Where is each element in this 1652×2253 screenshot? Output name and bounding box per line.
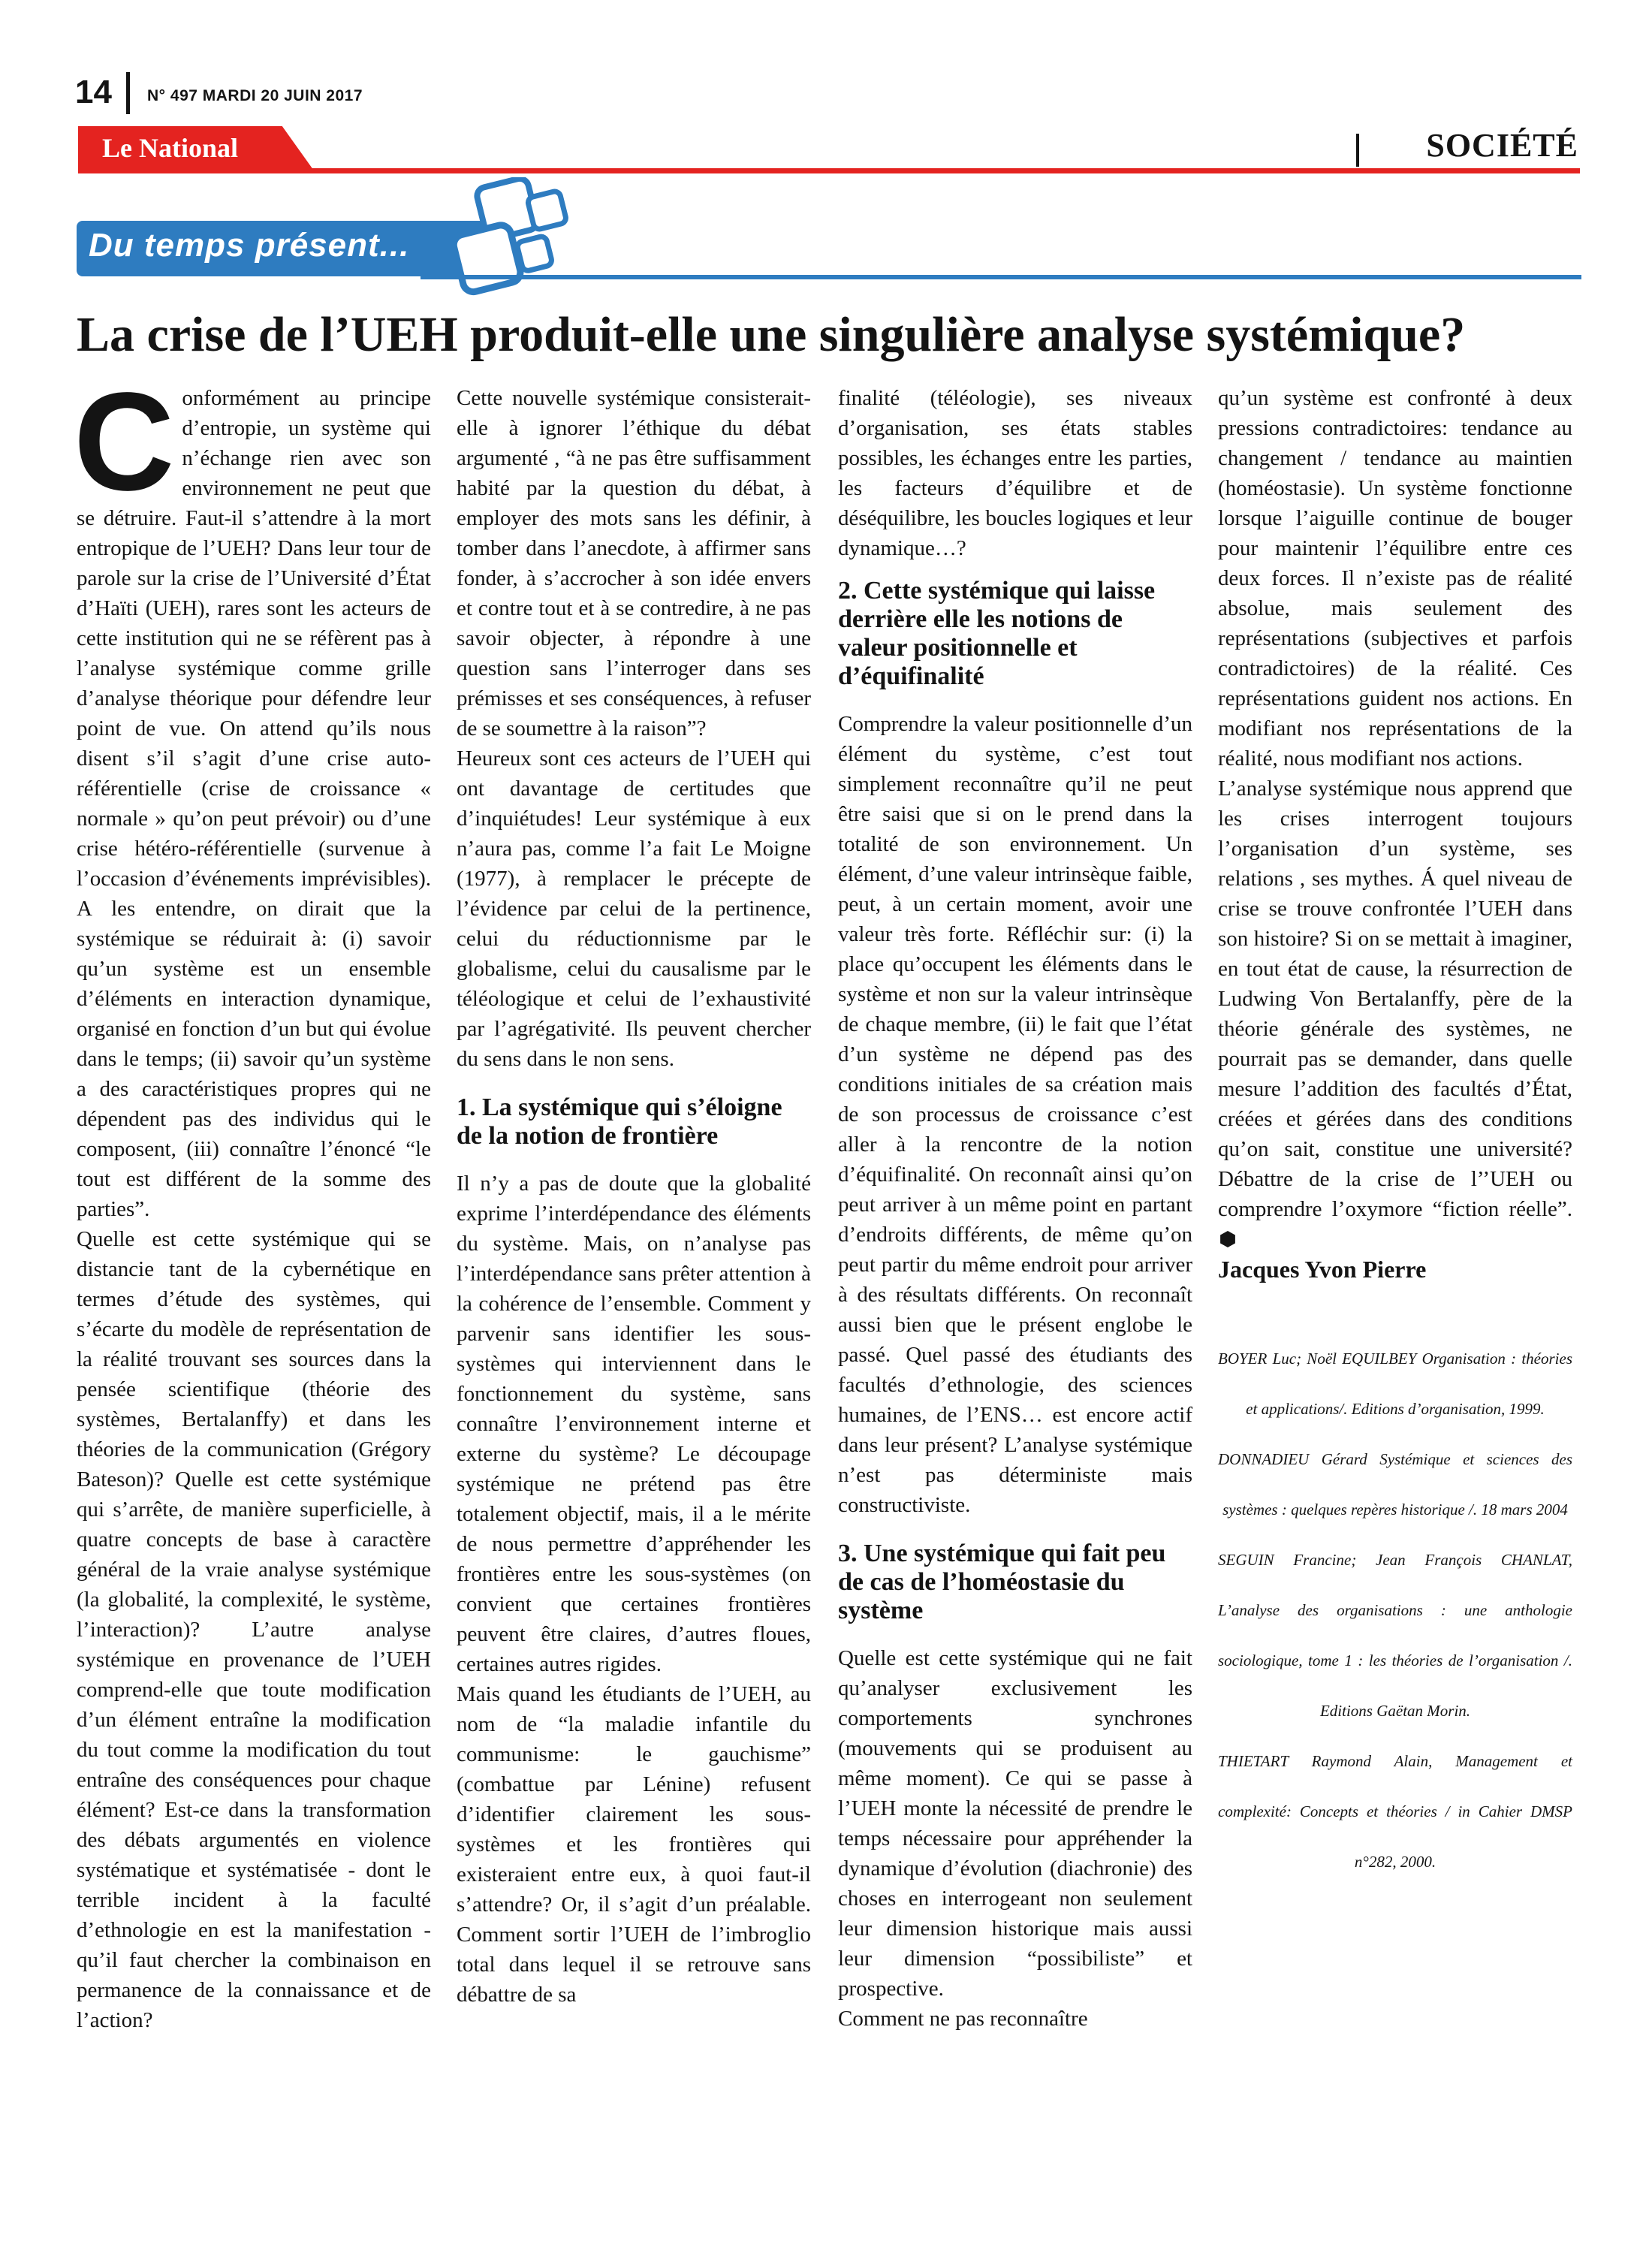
rubric-label: Du temps présent... — [89, 227, 410, 264]
reference-item: SEGUIN Francine; Jean François CHANLAT, L’analyse des organisations : une anthologie sociologique, tome 1 : les théories de l’organisation /. Editions Gaëtan Morin. — [1218, 1551, 1572, 1720]
reference-item: DONNADIEU Gérard Systémique et sciences des systèmes : quelques repères historique /. 18 mars 2004 — [1218, 1450, 1572, 1519]
article-paragraph: Il n’y a pas de doute que la globalité exprime l’interdépendance des éléments du système. Mais, on n’analyse pas l’interdépendance sans prêter attention à la cohérence de l’ensemble. Comment y parvenir sans identifier les sous-systèmes qui interviennent dans le fonctionnement du système, sans connaître l’environnement interne et externe du système? Le découpage systémique ne prétend pas être totalement objectif, mais, il a le mérite de nous permettre d’appréhender les frontières entre les sous-systèmes (on convient que certaines frontières peuvent être claires, d’autres floues, certaines autres rigides. — [457, 1172, 811, 1676]
paragraph-text: onformément au principe d’entropie, un système qui n’échange rien avec son environnement ne peut que se détruire. Faut-il s’attendre à la mort entropique de l’UEH? Dans leur tour de parole sur la crise de l’Université d’État d’Haïti (UEH), rares sont les acteurs de cette institution qui ne se réfèrent pas à l’analyse systémique comme grille d’analyse théorique pour défendre leur point de vue. On attend qu’ils nous disent s’il s’agit d’une crise auto-référentielle (crise de croissance « normale » qu’on peut prévoir) ou d’une crise hétéro-référentielle (survenue à l’occasion d’événements imprévisibles). A les entendre, on dirait que la systémique se réduirait à: (i) savoir qu’un système est un ensemble d’éléments en interaction dynamique, organisé en fonction d’un but qui évolue dans le temps; (ii) savoir qu’un système a des caractéristiques propres qui ne dépendent pas des individus qui le composent, (iii) connaître l’énoncé “le tout est différent de la somme des parties”. — [77, 386, 431, 1221]
section-divider — [1356, 134, 1359, 167]
article-column-2 — [457, 383, 811, 2010]
article-paragraph: Heureux sont ces acteurs de l’UEH qui ont davantage de certitudes que d’inquiétudes! Leur systémique à eux n’aura pas, comme l’a fait Le Moigne (1977), à remplacer le précepte de l’évidence par celui de la pertinence, celui du réductionnisme par le globalisme, celui du causalisme par le téléologique et celui de l’exhaustivité par l’agrégativité. Ils peuvent chercher du sens dans le non sens. — [457, 746, 811, 1071]
issue-date: N° 497 MARDI 20 JUIN 2017 — [147, 87, 363, 104]
subheading-3: 3. Une systémique qui fait peu de cas de l’homéostasie du système — [838, 1540, 1166, 1624]
references — [1218, 1334, 1572, 1887]
article-column-3 — [838, 383, 1192, 2034]
article-paragraph — [74, 364, 431, 1224]
end-mark-icon — [1219, 1231, 1236, 1247]
subheading-2: 2. Cette systémique qui laisse derrière elle les notions de valeur positionnelle et d’équifinalité — [838, 577, 1156, 690]
article-paragraph: Quelle est cette systémique qui ne fait qu’analyser exclusivement les comportements synchrones (mouvements qui se produisent au même moment). Ce qui se passe à l’UEH monte la nécessité de prendre le temps nécessaire pour appréhender la dynamique d’évolution (diachronie) des choses en interrogeant non seulement leur dimension historique mais aussi leur dimension “possibiliste” et prospective. — [838, 1646, 1192, 2001]
article-paragraph: finalité (téléologie), ses niveaux d’organisation, ses états stables possibles, les échanges entre les parties, les facteurs d’équilibre et de déséquilibre, les boucles logiques et leur dynamique…? — [838, 386, 1192, 560]
article-column-1 — [74, 364, 431, 2035]
rubric-rule — [421, 275, 1581, 279]
drop-cap: C — [74, 364, 175, 520]
article-title: La crise de l’UEH produit-elle une singulière analyse systémique? — [77, 307, 1466, 362]
header-rule — [78, 168, 1580, 173]
article-paragraph: Comprendre la valeur positionnelle d’un élément du système, c’est tout simplement reconnaître qu’il ne peut être saisi que si on le prend dans la totalité de son environnement. Un élément, d’une valeur intrinsèque faible, peut, à un certain moment, avoir une valeur très forte. Réfléchir sur: (i) la place qu’occupent les éléments dans le système et non sur la valeur intrinsèque de chaque membre, (ii) le fait que l’état d’un système ne dépend pas des conditions initiales de sa création mais de son processus de croissance c’est aller à la rencontre de la notion d’équifinalité. On reconnaît ainsi qu’on peut arriver à un même point en partant d’endroits différents, de même qu’on peut partir du même endroit pour arriver à des résultats différents. On reconnaît aussi bien que le présent englobe le passé. Quel passé des étudiants des facultés d’ethnologie, des sciences humaines, de l’ENS… est encore actif dans leur présent? L’analyse systémique n’est pas déterministe mais constructiviste. — [838, 712, 1192, 1517]
article-paragraph: Comment ne pas reconnaître — [838, 2007, 1088, 2031]
article-paragraph: Quelle est cette systémique qui se distancie tant de la cybernétique en termes d’étude des systèmes, qui s’écarte du modèle de représentation de la réalité trouvant ses sources dans la pensée scientifique (théorie des systèmes, Bertalanffy) et dans les théories de la communication (Grégory Bateson)? Quelle est cette systémique qui s’arrête, de manière superficielle, à quatre concepts de base à caractère général de la vraie analyse systémique (la globalité, la complexité, le système, l’interaction)? L’autre analyse systémique en provenance de l’UEH comprend-elle que toute modification d’un élément entraîne la modification du tout comme la modification du tout entraîne des conséquences pour chaque élément? Est-ce dans la transformation des débats argumentés en violence systématique et systématisée - dont le terrible incident à la faculté d’ethnologie en est la manifestation - qu’il faut chercher la combinaison en permanence de la connaissance et de l’action? — [77, 1227, 431, 2032]
article-paragraph: qu’un système est confronté à deux pressions contradictoires: tendance au changement / tendance au maintien (homéostasie). Un système fonctionne lorsque l’aiguille continue de bouger pour maintenir l’équilibre entre ces deux forces. Il n’existe pas de réalité absolue, mais seulement des représentations (subjectives et parfois contradictoires) de la réalité. Ces représentations guident nos actions. En modifiant nos représentations de la réalité, nous modifiant nos actions. — [1218, 386, 1572, 771]
rubric-squares-icon — [390, 177, 586, 309]
paragraph-text: L’analyse systémique nous apprend que les crises interrogent toujours l’organisation d’un système, ses relations , ses mythes. Á quel niveau de crise se trouve confrontée l’UEH dans son histoire? Si on se mettait à imaginer, en tout état de cause, la résurrection de Ludwing Von Bertalanffy, père de la théorie générale des systèmes, ne pourrait pas se demander, dans quelle mesure l’addition des facultés d’État, créées et gérées dans des conditions qu’on sait, constitue une université? Débattre de la crise de l’’UEH ou comprendre l’oxymore “fiction réelle”. — [1218, 777, 1572, 1221]
article-paragraph — [1218, 774, 1572, 1254]
reference-item: THIETART Raymond Alain, Management et complexité: Concepts et théories / in Cahier DMSP n°282, 2000. — [1218, 1752, 1572, 1871]
reference-item: BOYER Luc; Noël EQUILBEY Organisation : théories et applications/. Editions d’organisation, 1999. — [1218, 1350, 1572, 1418]
article-column-4 — [1218, 383, 1572, 1887]
section-label: SOCIÉTÉ — [1426, 127, 1578, 164]
article-paragraph: Cette nouvelle systémique consisterait-elle à ignorer l’éthique du débat argumenté , “à ne pas être suffisamment habité par la question du débat, à employer des mots sans les définir, à tomber dans l’anecdote, à affirmer sans fonder, à s’accrocher à son idée envers et contre tout et à se contredire, à ne pas savoir objecter, à répondre à une question sans l’interroger dans ses prémisses et ses conséquences, à refuser de se soumettre à la raison”? — [457, 386, 811, 740]
author-byline: Jacques Yvon Pierre — [1218, 1256, 1427, 1283]
page-number: 14 — [75, 74, 112, 110]
page-number-divider — [126, 72, 130, 114]
subheading-1: 1. La systémique qui s’éloigne de la notion de frontière — [457, 1093, 782, 1150]
brand-name: Le National — [102, 133, 239, 163]
article-paragraph: Mais quand les étudiants de l’UEH, au nom de “la maladie infantile du communisme: le gauchisme” (combattue par Lénine) refusent d’identifier clairement les sous-systèmes et les frontières qui existeraient entre eux, à quoi faut-il s’attendre? Or, il s’agit d’un préalable. Comment sortir l’UEH de l’imbroglio total dans lequel il se retrouve sans débattre de sa — [457, 1682, 811, 2007]
